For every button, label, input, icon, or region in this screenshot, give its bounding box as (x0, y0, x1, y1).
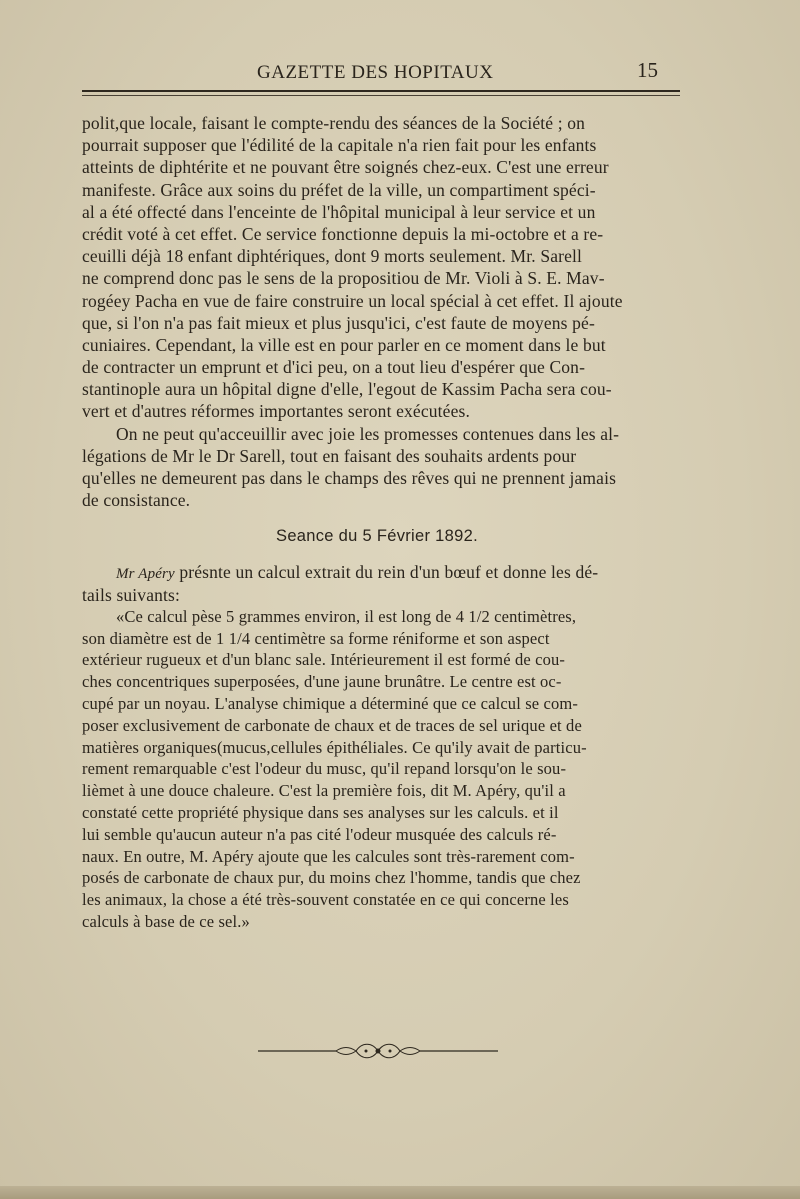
text-line: rogéey Pacha en vue de faire construire un local spécial à cet effet. Il ajoute (82, 290, 623, 311)
text-line: poser exclusivement de carbonate de chaux et de traces de sel urique et de (82, 715, 582, 735)
text-line: «Ce calcul pèse 5 grammes environ, il est long de 4 1/2 centimètres, (116, 606, 577, 626)
text-line: son diamètre est de 1 1/4 centimètre sa forme réniforme et son aspect (82, 628, 550, 648)
text-line: légations de Mr le Dr Sarell, tout en faisant des souhaits ardents pour (82, 445, 577, 466)
page-bottom-edge (0, 1186, 800, 1199)
text-line: stantinople aura un hôpital digne d'elle, l'egout de Kassim Pacha sera cou- (82, 379, 612, 400)
text-line: rement remarquable c'est l'odeur du musc, qu'il repand lorsqu'on le sou- (82, 759, 567, 779)
text-line: qu'elles ne demeurent pas dans le champs des rêves qui ne prennent jamais (82, 468, 617, 488)
text-line: atteints de diphtérite et ne pouvant être soignés chez-eux. C'est une erreur (82, 157, 609, 178)
header-rule-thick (82, 90, 680, 92)
text-line: manifeste. Grâce aux soins du préfet de la ville, un compartiment spéci- (82, 179, 596, 200)
text-line: lui semble qu'aucun auteur n'a pas cité l'odeur musquée des calculs ré- (82, 824, 557, 844)
text-line: pourrait supposer que l'édilité de la capitale n'a rien fait pour les enfants (82, 135, 597, 156)
section-title: Seance du 5 Février 1892. (276, 527, 478, 546)
page-number: 15 (637, 58, 658, 82)
text-line: cupé par un noyau. L'analyse chimique a déterminé que ce calcul se com- (82, 693, 579, 713)
text-line: crédit voté à cet effet. Ce service fonctionne depuis la mi-octobre et a re- (82, 223, 604, 244)
text-line: de consistance. (82, 490, 191, 511)
header-rule-thin (82, 95, 680, 96)
paragraph-3 (82, 561, 672, 605)
text-line: naux. En outre, M. Apéry ajoute que les calcules sont très-rarement com- (82, 846, 575, 866)
text-line: posés de carbonate de chaux pur, du moins chez l'homme, tandis que chez (82, 868, 581, 888)
text-line: calculs à base de ce sel.» (82, 911, 250, 931)
running-title: GAZETTE DES HOPITAUX (257, 62, 494, 83)
text-line-rest: présnte un calcul extrait du rein d'un bœuf et donne les dé- (174, 562, 599, 583)
text-line: de contracter un emprunt et d'ici peu, on a tout lieu d'espérer que Con- (82, 357, 586, 378)
text-line: extérieur rugueux et d'un blanc sale. Intérieurement il est formé de cou- (82, 650, 566, 670)
text-line: constaté cette propriété physique dans ses analyses sur les calculs. et il (82, 802, 559, 822)
speaker-name: Mr Apéry (116, 566, 175, 583)
text-line: lièmet à une douce chaleure. C'est la première fois, dit M. Apéry, qu'il a (82, 781, 566, 801)
text-line: On ne peut qu'acceuillir avec joie les promesses contenues dans les al- (116, 423, 620, 444)
text-line: vert et d'autres réformes importantes seront exécutées. (82, 401, 470, 422)
text-line: al a été offecté dans l'enceinte de l'hôpital municipal à leur service et un (82, 201, 596, 222)
decorative-rule-ornament-icon (258, 1040, 498, 1062)
quote-paragraph (82, 606, 672, 933)
text-line: les animaux, la chose a été très-souvent constatée en ce qui concerne les (82, 890, 569, 910)
page-header (82, 58, 680, 88)
text-line: ceuilli déjà 18 enfant diphtériques, dont 9 morts seulement. Mr. Sarell (82, 246, 583, 267)
text-line: ches concentriques superposées, d'une jaune brunâtre. Le centre est oc- (82, 672, 562, 692)
text-line: que, si l'on n'a pas fait mieux et plus jusqu'ici, c'est faute de moyens pé- (82, 312, 595, 333)
article-body (82, 112, 672, 933)
text-line (82, 561, 672, 583)
text-line: tails suivants: (82, 584, 181, 605)
text-line: polit,que locale, faisant le compte-rendu des séances de la Société ; on (82, 113, 586, 133)
text-line: ne comprend donc pas le sens de la propositiou de Mr. Violi à S. E. Mav- (82, 268, 605, 289)
paragraph-2 (82, 423, 672, 512)
paragraph-1 (82, 112, 672, 423)
text-line: matières organiques(mucus,cellules épithéliales. Ce qu'ily avait de particu- (82, 737, 587, 757)
text-line: cuniaires. Cependant, la ville est en pour parler en ce moment dans le but (82, 334, 606, 355)
